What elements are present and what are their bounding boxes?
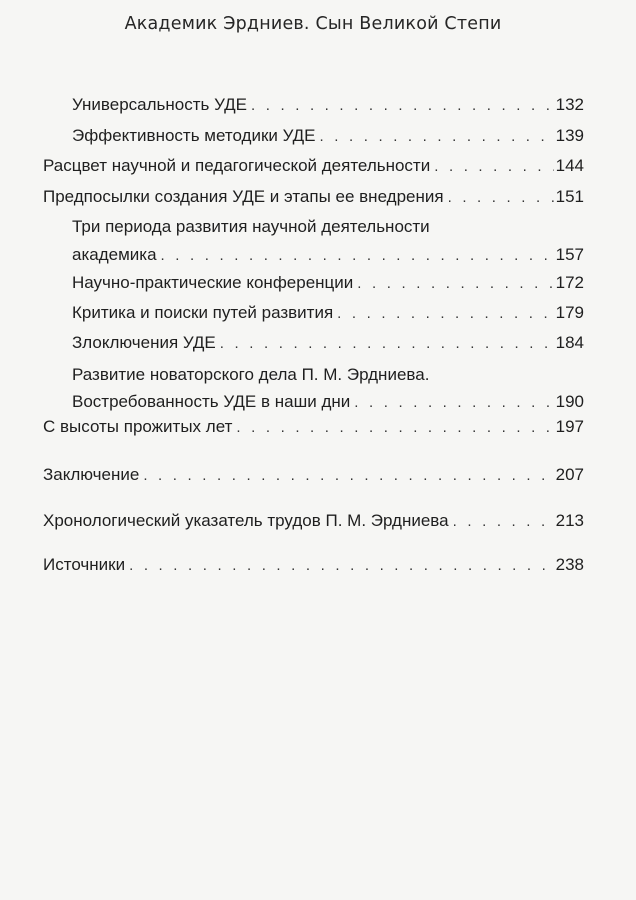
toc-entry-page: 190: [555, 392, 584, 411]
toc-entry-title: Универсальность УДЕ: [72, 95, 247, 114]
toc-entry-page: 184: [555, 333, 584, 352]
dot-leader: [129, 553, 554, 579]
toc-entry: [43, 508, 584, 535]
toc-entry-page: 132: [555, 95, 584, 114]
toc-entry: [43, 552, 584, 579]
toc-entry-title: Эффективность методики УДЕ: [72, 126, 316, 145]
dot-leader: [448, 185, 554, 211]
toc-entry-title: Злоключения УДЕ: [72, 333, 216, 352]
toc-entry-title: Хронологический указатель трудов П. М. Эрдниева: [43, 511, 449, 530]
toc-entry-title: Заключение: [43, 465, 140, 484]
toc-entry-page: 213: [555, 511, 584, 530]
dot-leader: [337, 301, 553, 327]
dot-leader: [236, 415, 553, 441]
dot-leader: [251, 93, 554, 119]
toc-entry: [72, 123, 584, 150]
toc-entry-title: Предпосылки создания УДЕ и этапы ее внедрения: [43, 187, 444, 206]
toc-entry: [72, 92, 584, 119]
toc-entry-title: С высоты прожитых лет: [43, 417, 233, 436]
toc-entry-page: 207: [555, 465, 584, 484]
toc-entry-title: Научно-практические конференции: [72, 273, 354, 292]
dot-leader: [453, 509, 554, 535]
toc-entry: [72, 330, 584, 357]
dot-leader: [143, 463, 553, 489]
dot-leader: [354, 390, 553, 416]
toc-entry-page: 139: [555, 126, 584, 145]
toc-entry-title: Востребованность УДЕ в наши дни: [72, 392, 351, 411]
toc-entry-page: 144: [555, 156, 584, 175]
toc-entry: [72, 300, 584, 327]
dot-leader: [220, 331, 554, 357]
toc-entry: [72, 362, 584, 416]
toc-entry-title: Расцвет научной и педагогической деятельности: [43, 156, 431, 175]
toc-entry-title: Критика и поиски путей развития: [72, 303, 334, 322]
toc-entry-page: 151: [555, 187, 584, 206]
toc-entry-page: 172: [555, 273, 584, 292]
toc-entry: [72, 214, 584, 269]
toc-entry-page: 157: [555, 245, 584, 264]
toc-entry-title: академика: [72, 245, 157, 264]
toc-entry: [43, 462, 584, 489]
toc-entry-page: 179: [555, 303, 584, 322]
toc-entry-title-line1: Развитие новаторского дела П. М. Эрдниева.: [72, 365, 430, 384]
toc-entry: [72, 270, 584, 297]
dot-leader: [357, 271, 553, 297]
toc-entry: [43, 414, 584, 441]
dot-leader: [161, 243, 554, 269]
toc-entry-page: 238: [555, 555, 584, 574]
toc-entry: [43, 184, 584, 211]
toc-entry-page: 197: [555, 417, 584, 436]
dot-leader: [434, 154, 553, 180]
running-header: Академик Эрдниев. Сын Великой Степи: [124, 14, 502, 34]
toc-entry-title-line1: Три периода развития научной деятельности: [72, 217, 430, 236]
toc-entry-title: Источники: [43, 555, 126, 574]
dot-leader: [320, 124, 554, 150]
toc-entry: [43, 153, 584, 180]
